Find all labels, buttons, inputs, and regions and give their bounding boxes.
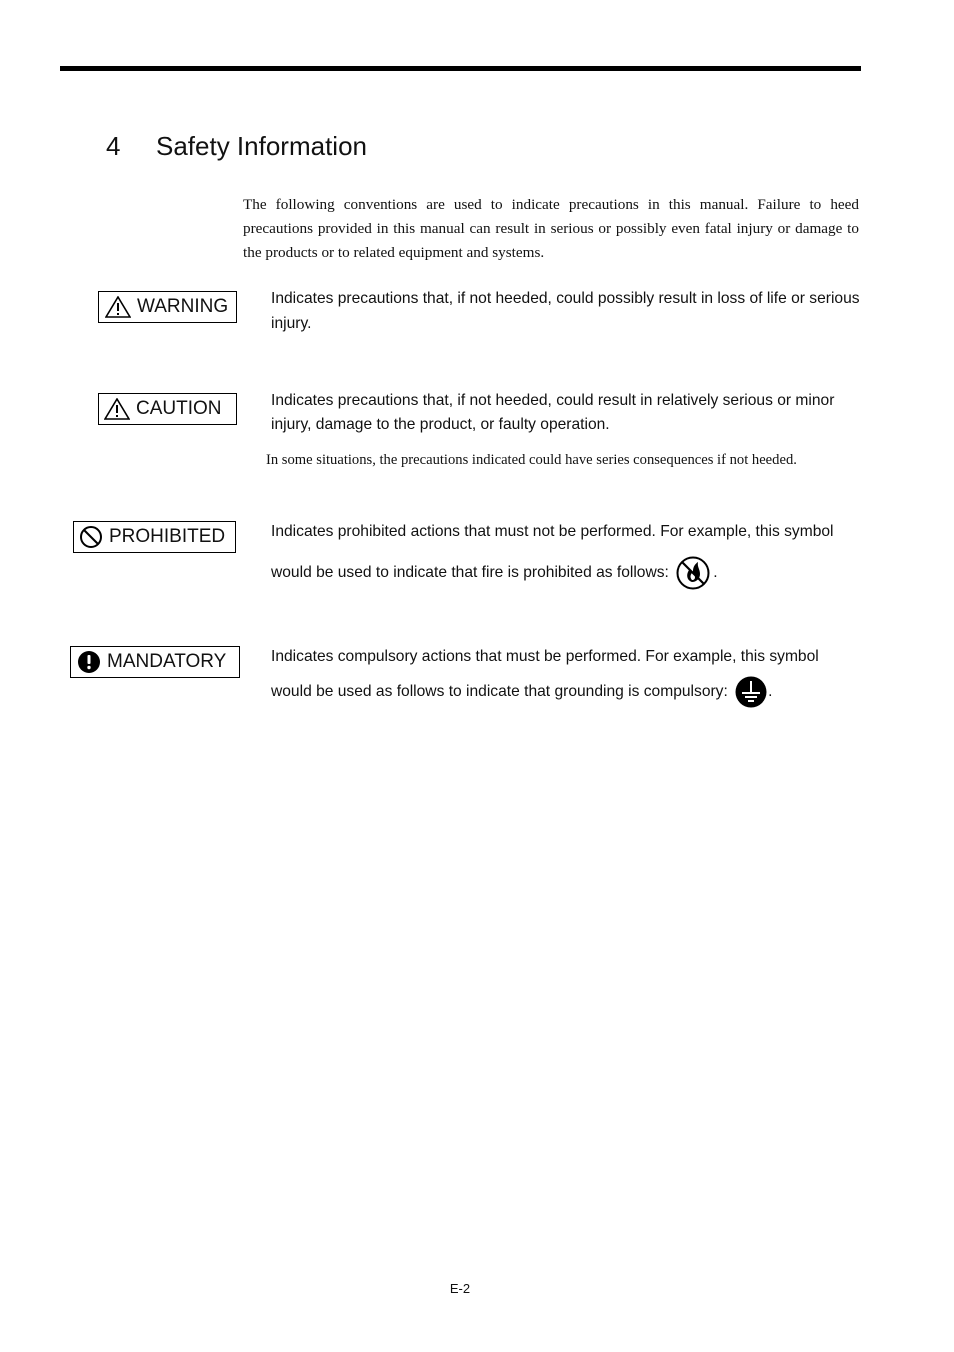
mandatory-description bbox=[271, 645, 861, 709]
top-rule bbox=[60, 66, 861, 71]
prohibited-label bbox=[73, 521, 236, 553]
intro-paragraph: The following conventions are used to indicate precautions in this manual. Failure to heed precautions provided in this manual can result in serious or possibly even fatal injury or damage to the products or to related equipment and systems. bbox=[243, 196, 859, 261]
section-heading bbox=[106, 130, 367, 162]
caution-note: In some situations, the precautions indicated could have series consequences if not heeded. bbox=[266, 452, 797, 468]
section-title: Safety Information bbox=[156, 131, 367, 161]
mandatory-line-2-text: would be used as follows to indicate that grounding is compulsory: bbox=[271, 683, 728, 701]
prohibited-line-2-end: . bbox=[713, 564, 718, 582]
caution-description: Indicates precautions that, if not heeded, could result in relatively serious or minor injury, damage to the product, or faulty operation. bbox=[271, 392, 835, 433]
section-number: 4 bbox=[106, 131, 121, 161]
warning-label bbox=[98, 291, 237, 323]
prohibited-line-2-text: would be used to indicate that fire is prohibited as follows: bbox=[271, 564, 669, 582]
caution-label-text: CAUTION bbox=[136, 398, 222, 419]
prohibited-label-text: PROHIBITED bbox=[109, 526, 226, 547]
no-fire-icon bbox=[675, 556, 713, 590]
warning-triangle-icon bbox=[104, 398, 130, 420]
mandatory-line-2 bbox=[271, 675, 861, 709]
warning-triangle-icon bbox=[105, 296, 131, 318]
mandatory-label-text: MANDATORY bbox=[107, 651, 227, 672]
prohibited-description bbox=[271, 520, 861, 590]
prohibited-line-1: Indicates prohibited actions that must not be performed. For example, this symbol bbox=[271, 523, 834, 540]
warning-description: Indicates precautions that, if not heeded, could possibly result in loss of life or serious injury. bbox=[271, 290, 860, 332]
caution-label bbox=[98, 393, 237, 425]
page-number: E-2 bbox=[449, 1281, 471, 1296]
mandatory-line-1: Indicates compulsory actions that must be performed. For example, this symbol bbox=[271, 648, 819, 665]
mandatory-line-2-end: . bbox=[768, 683, 773, 701]
prohibited-line-2 bbox=[271, 556, 861, 590]
ground-icon bbox=[734, 675, 768, 709]
exclamation-circle-icon bbox=[77, 650, 101, 674]
prohibited-circle-icon bbox=[79, 525, 103, 549]
mandatory-label bbox=[70, 646, 240, 678]
warning-label-text: WARNING bbox=[137, 296, 229, 317]
